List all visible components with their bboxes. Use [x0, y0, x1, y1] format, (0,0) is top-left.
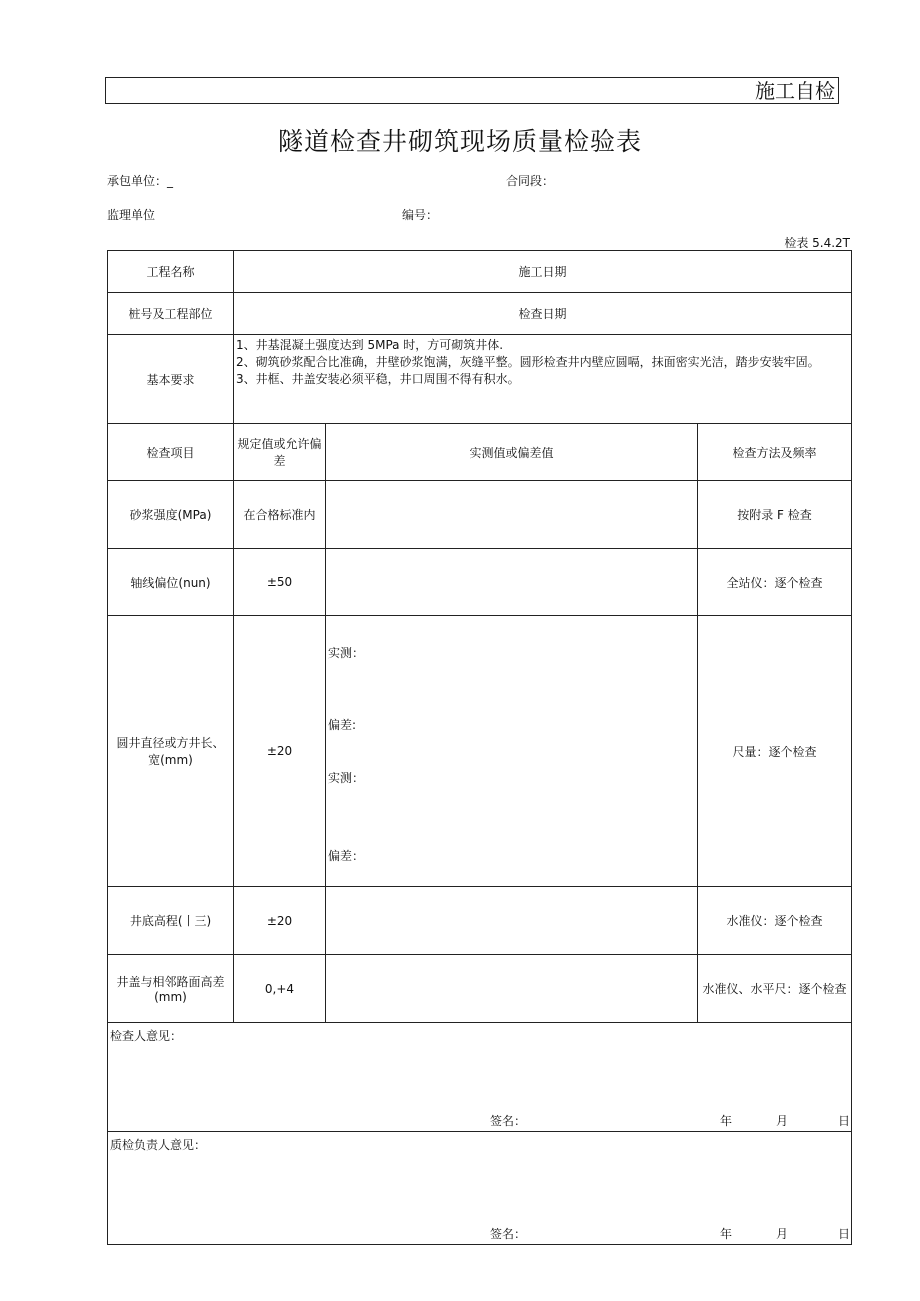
- table-row: [108, 481, 852, 549]
- col-header-spec: 规定值或允许偏差: [234, 424, 326, 481]
- measured-cell[interactable]: [326, 616, 698, 887]
- page-title: 隧道检查井砌筑现场质量检验表: [277, 127, 642, 156]
- measured-cell[interactable]: [326, 887, 698, 955]
- method-cell: 水准仪：逐个检查: [698, 887, 852, 955]
- spec-cell: ±20: [234, 887, 326, 955]
- table-row: [108, 887, 852, 955]
- table-row: [108, 549, 852, 616]
- spec-cell: ±50: [234, 549, 326, 616]
- item-cell: 圆井直径或方井长、宽(mm): [108, 616, 234, 887]
- year-label: 年: [720, 1114, 733, 1128]
- number-label: 编号：: [402, 208, 439, 222]
- inspector-opinion-cell[interactable]: [108, 1023, 852, 1132]
- item-cell: 砂浆强度(MPa): [108, 481, 234, 549]
- month-label: 月: [776, 1227, 789, 1241]
- method-cell: 按附录 F 检查: [698, 481, 852, 549]
- method-cell: 尺量：逐个检查: [698, 616, 852, 887]
- table-row: [108, 616, 852, 887]
- day-label: 日: [838, 1114, 851, 1128]
- deviation-label-1: 偏差:: [328, 718, 357, 732]
- method-cell: 水准仪、水平尺：逐个检查: [698, 955, 852, 1023]
- supervisor-label: 监理单位: [107, 208, 156, 222]
- signature-label: 签名：: [490, 1114, 527, 1128]
- basic-requirements-label: 基本要求: [108, 335, 234, 424]
- item-cell: 井底高程(丨三): [108, 887, 234, 955]
- spec-cell: 在合格标准内: [234, 481, 326, 549]
- month-label: 月: [776, 1114, 789, 1128]
- deviation-label-2: 偏差：: [328, 849, 365, 863]
- item-cell: 井盖与相邻路面高差(mm): [108, 955, 234, 1023]
- item-cell: 轴线偏位(nun): [108, 549, 234, 616]
- measured-label-1: 实测：: [328, 646, 365, 660]
- inspector-opinion-label: 检查人意见：: [110, 1029, 183, 1043]
- inspection-table: [107, 250, 852, 1245]
- signature-label: 签名：: [490, 1227, 527, 1241]
- construction-date-label: 施工日期: [234, 251, 852, 293]
- spec-cell: ±20: [234, 616, 326, 887]
- day-label: 日: [838, 1227, 851, 1241]
- col-header-item: 检查项目: [108, 424, 234, 481]
- col-header-method: 检查方法及频率: [698, 424, 852, 481]
- qc-opinion-cell[interactable]: [108, 1132, 852, 1245]
- contractor-label: 承包单位：_: [107, 174, 174, 188]
- spec-cell: 0,+4: [234, 955, 326, 1023]
- self-check-box: [105, 77, 839, 104]
- measured-cell[interactable]: [326, 481, 698, 549]
- measured-cell[interactable]: [326, 955, 698, 1023]
- requirement-2: 2、砌筑砂浆配合比准确，井壁砂浆饱满，灰缝平整。圆形检查井内壁应圆嗝，抹面密实光洁，踏步安装牢固。: [236, 355, 820, 369]
- contract-section-label: 合同段：: [506, 174, 555, 188]
- project-name-label: 工程名称: [108, 251, 234, 293]
- col-header-measured: 实测值或偏差值: [326, 424, 698, 481]
- station-label: 桩号及工程部位: [108, 293, 234, 335]
- qc-opinion-label: 质检负责人意见：: [110, 1138, 207, 1152]
- measured-label-2: 实测：: [328, 771, 365, 785]
- year-label: 年: [720, 1227, 733, 1241]
- basic-requirements-text: [234, 335, 852, 424]
- form-number: 检表 5.4.2T: [784, 236, 850, 250]
- inspection-date-label: 检查日期: [234, 293, 852, 335]
- method-cell: 全站仪：逐个检查: [698, 549, 852, 616]
- self-check-label: 施工自检: [755, 79, 835, 103]
- table-row: [108, 955, 852, 1023]
- measured-cell[interactable]: [326, 549, 698, 616]
- requirement-3: 3、井框、井盖安装必须平稳，井口周围不得有积水。: [236, 372, 520, 386]
- requirement-1: 1、井基混凝土强度达到 5MPa 时，方可砌筑井体.: [236, 338, 504, 352]
